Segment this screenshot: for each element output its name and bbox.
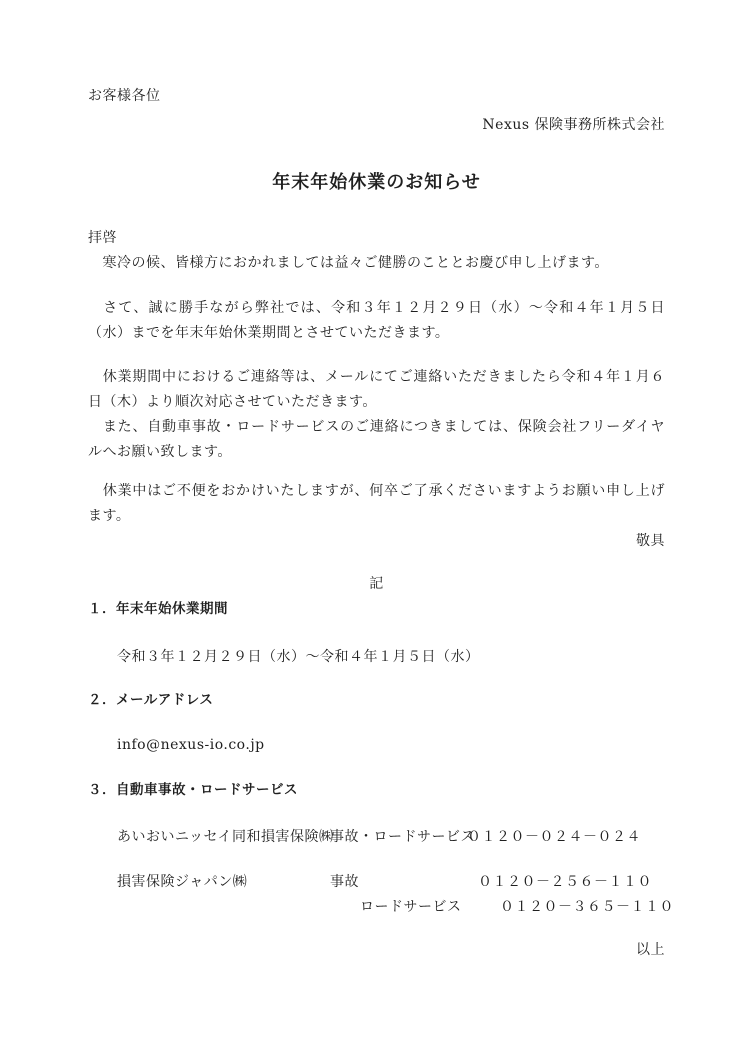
opening-salutation: 拝啓 — [88, 230, 117, 246]
recipient-line: お客様各位 — [88, 88, 161, 104]
service-label: 事故 — [330, 874, 359, 890]
insurer-name: あいおいニッセイ同和損害保険㈱ — [117, 829, 334, 845]
accident-info-paragraph: また、自動車事故・ロードサービスのご連絡につきましては、保険会社フリーダイヤルへお願い致します。 — [88, 419, 665, 460]
record-mark: 記 — [369, 576, 384, 592]
email-address-value: info@nexus-io.co.jp — [117, 737, 265, 753]
phone-number: ０１２０－２５６－１１０ — [478, 874, 652, 890]
greeting-paragraph: 寒冷の候、皆様方におかれましては益々ご健勝のこととお慶び申し上げます。 — [88, 255, 609, 271]
service-label: 事故・ロードサービス — [330, 829, 475, 845]
document-title: 年末年始休業のお知らせ — [272, 172, 481, 193]
section-2-heading: ２．メールアドレス — [88, 692, 214, 708]
section-1-heading: １．年末年始休業期間 — [88, 601, 228, 617]
contact-info-paragraph: 休業期間中におけるご連絡等は、メールにてご連絡いただきましたら令和４年１月６日（木）より順次対応させていただきます。 — [88, 369, 665, 410]
sender-company-name: Nexus 保険事務所株式会社 — [482, 117, 665, 133]
service-label: ロードサービス — [360, 899, 462, 915]
phone-number: ０１２０－０２４－０２４ — [467, 829, 641, 845]
phone-table-row — [88, 825, 665, 850]
phone-table-row — [88, 870, 665, 895]
section-3-heading: ３．自動車事故・ロードサービス — [88, 782, 298, 798]
holiday-notice-paragraph: さて、誠に勝手ながら弊社では、令和３年１２月２９日（水）～令和４年１月５日（水）までを年末年始休業期間とさせていただきます。 — [88, 300, 665, 341]
end-mark: 以上 — [636, 942, 665, 958]
insurer-name: 損害保険ジャパン㈱ — [117, 874, 248, 890]
phone-number: ０１２０－３６５－１１０ — [500, 899, 674, 915]
holiday-period-value: 令和３年１２月２９日（水）～令和４年１月５日（水） — [117, 649, 480, 665]
closing-salutation: 敬具 — [636, 533, 665, 549]
phone-table-row — [88, 895, 674, 920]
apology-paragraph: 休業中はご不便をおかけいたしますが、何卒ご了承くださいますようお願い申し上げます。 — [88, 483, 665, 524]
